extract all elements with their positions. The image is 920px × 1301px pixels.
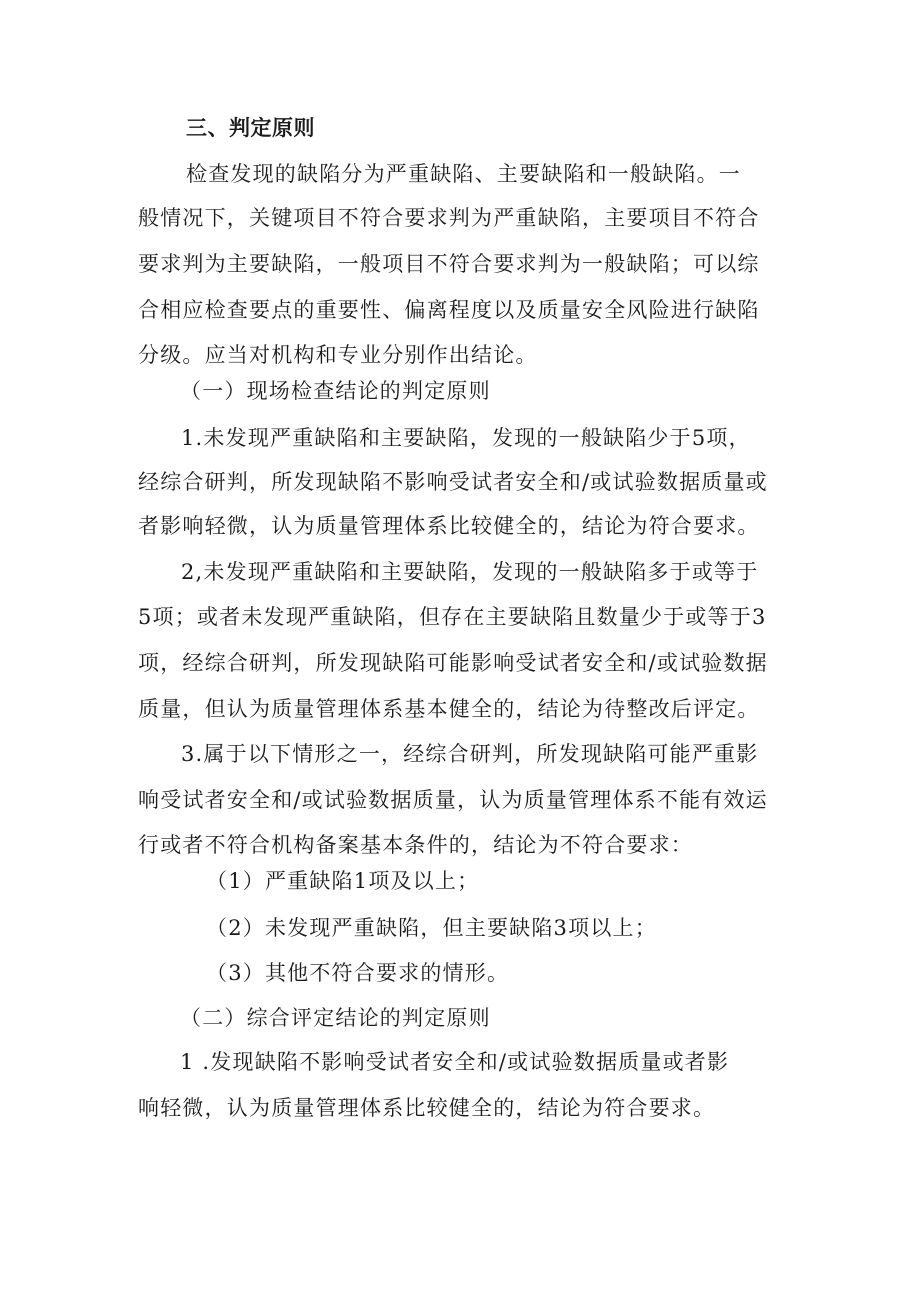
overall-rule-1-line-1: 1 .发现缺陷不影响受试者安全和/或试验数据质量或者影 xyxy=(180,1050,730,1074)
paragraph-intro-line-5: 分级。应当对机构和专业分别作出结论。 xyxy=(138,343,538,367)
overall-rule-1-line-2: 响轻微，认为质量管理体系比较健全的，结论为符合要求。 xyxy=(138,1096,716,1120)
section-heading: 三、判定原则 xyxy=(186,116,315,140)
paragraph-intro-line-3: 要求判为主要缺陷，一般项目不符合要求判为一般缺陷；可以综 xyxy=(138,252,760,276)
condition-1: （1）严重缺陷1项及以上； xyxy=(206,869,480,893)
paragraph-intro-line-2: 般情况下，关键项目不符合要求判为严重缺陷，主要项目不符合 xyxy=(138,206,760,230)
rule-3-line-1: 3.属于以下情形之一，经综合研判，所发现缺陷可能严重影 xyxy=(181,742,759,766)
paragraph-intro-line-1: 检查发现的缺陷分为严重缺陷、主要缺陷和一般缺陷。一 xyxy=(186,162,741,186)
condition-2: （2）未发现严重缺陷，但主要缺陷3项以上； xyxy=(206,916,657,940)
subheading-onsite-conclusion: （一）现场检查结论的判定原则 xyxy=(180,379,491,403)
rule-2-line-4: 质量，但认为质量管理体系基本健全的，结论为待整改后评定。 xyxy=(138,697,760,721)
rule-3-line-2: 响受试者安全和/或试验数据质量，认为质量管理体系不能有效运 xyxy=(138,788,768,812)
rule-2-line-3: 项，经综合研判，所发现缺陷可能影响受试者安全和/或试验数据 xyxy=(138,651,768,675)
rule-2-line-1: 2,未发现严重缺陷和主要缺陷，发现的一般缺陷多于或等于 xyxy=(181,560,759,584)
rule-1-line-1: 1.未发现严重缺陷和主要缺陷，发现的一般缺陷少于5项， xyxy=(181,426,751,450)
rule-3-line-3: 行或者不符合机构备案基本条件的，结论为不符合要求： xyxy=(138,833,693,857)
subheading-overall-conclusion: （二）综合评定结论的判定原则 xyxy=(180,1006,491,1030)
rule-1-line-2: 经综合研判，所发现缺陷不影响受试者安全和/或试验数据质量或 xyxy=(138,470,768,494)
paragraph-intro-line-4: 合相应检查要点的重要性、偏离程度以及质量安全风险进行缺陷 xyxy=(138,298,760,322)
rule-2-line-2: 5项；或者未发现严重缺陷，但存在主要缺陷且数量少于或等于3 xyxy=(138,605,767,629)
condition-3: （3）其他不符合要求的情形。 xyxy=(206,961,510,985)
rule-1-line-3: 者影响轻微，认为质量管理体系比较健全的，结论为符合要求。 xyxy=(138,514,760,538)
